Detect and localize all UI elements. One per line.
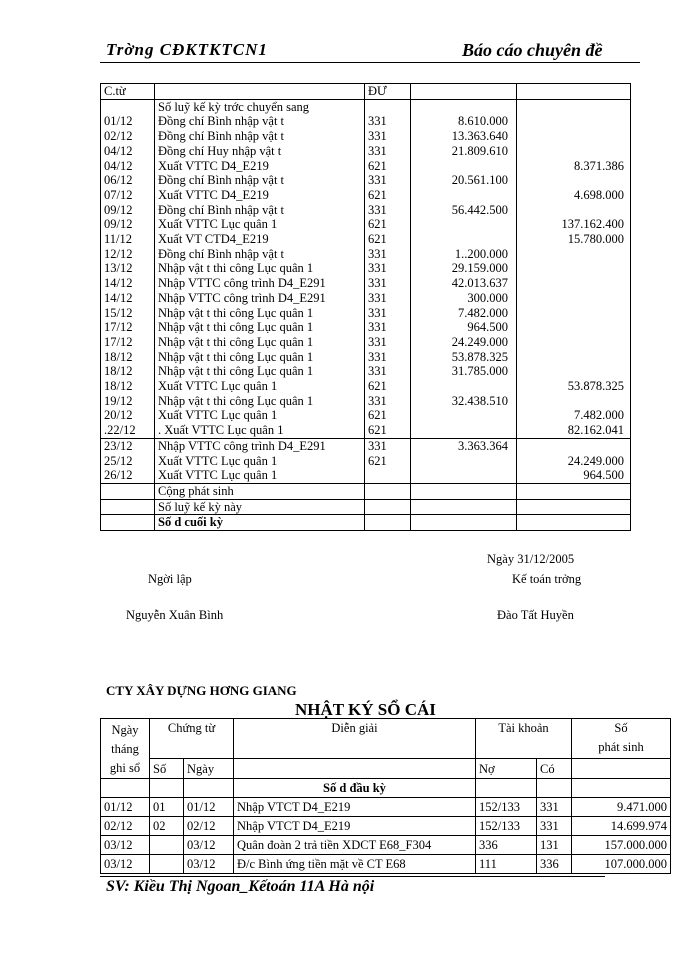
ledger-account: 331	[365, 394, 411, 409]
journal-ct-date: 03/12	[184, 836, 234, 855]
ledger-row	[101, 114, 631, 129]
header-school: Trờng CĐKTKTCN1	[106, 40, 268, 59]
ledger-credit	[517, 247, 631, 262]
journal-ct-no: 01	[150, 798, 184, 817]
ledger-desc: Xuất VTTC Lục quân 1	[155, 217, 365, 232]
journal-header-row	[101, 719, 671, 759]
ledger-row	[101, 468, 631, 483]
h-ngay-ct: Ngày	[184, 759, 234, 779]
h-tai-khoan: Tài khoản	[476, 719, 572, 759]
ledger-date: 09/12	[101, 203, 155, 218]
journal-date: 01/12	[101, 798, 150, 817]
ledger-account: 621	[365, 454, 411, 469]
ledger-row	[101, 159, 631, 174]
ledger-desc: Đồng chí Bình nhập vật t	[155, 203, 365, 218]
ledger-credit	[517, 394, 631, 409]
ledger-account: 621	[365, 408, 411, 423]
ledger-debit: 13.363.640	[411, 129, 517, 144]
ledger-credit	[517, 129, 631, 144]
opening-label: Số luỹ kế kỳ trớc chuyển sang	[155, 99, 365, 114]
ledger-cumulative-row-label: Số luỹ kế kỳ này	[155, 499, 365, 515]
ledger-debit	[411, 423, 517, 438]
ledger-account: 621	[365, 232, 411, 247]
ledger-row	[101, 335, 631, 350]
ledger-date: 13/12	[101, 261, 155, 276]
ledger-credit	[517, 306, 631, 321]
journal-desc: Nhập VTCT D4_E219	[234, 798, 476, 817]
h-chung-tu: Chứng từ	[150, 719, 234, 759]
journal-desc: Đ/c Bình ứng tiền mặt về CT E68	[234, 855, 476, 874]
journal-subheader-row	[101, 759, 671, 779]
company-name: CTY XÂY DỰNG HƠNG GIANG	[106, 683, 297, 698]
h-no: Nợ	[476, 759, 537, 779]
ledger-desc: Nhập vật t thi công Lục quân 1	[155, 335, 365, 350]
ledger-desc: Nhập VTTC công trình D4_E291	[155, 291, 365, 306]
ledger-credit	[517, 438, 631, 453]
ledger-account: 331	[365, 320, 411, 335]
ledger-credit: 7.482.000	[574, 408, 624, 423]
h-phat-sinh: phát sinh	[598, 740, 644, 754]
ledger-debit	[411, 408, 517, 423]
ledger-row	[101, 217, 631, 232]
ledger-account: 331	[365, 203, 411, 218]
ledger-row	[101, 261, 631, 276]
ledger-total-row	[101, 483, 631, 499]
ledger-date: 17/12	[101, 335, 155, 350]
ledger-debit: 20.561.100	[411, 173, 517, 188]
ledger-desc: Nhập vật t thi công Lục quân 1	[155, 350, 365, 365]
ledger-debit	[411, 468, 517, 483]
ledger-cumulative-row	[101, 499, 631, 515]
journal-credit-acc: 336	[537, 855, 572, 874]
ledger-row	[101, 232, 631, 247]
ledger-date: 25/12	[101, 454, 155, 469]
ledger-row	[101, 276, 631, 291]
ledger-row	[101, 394, 631, 409]
journal-table	[100, 718, 671, 874]
header-rule	[100, 62, 640, 63]
ledger-desc: Xuất VT CTD4_E219	[155, 232, 365, 247]
journal-amount: 9.471.000	[572, 798, 671, 817]
ledger-account: 331	[365, 114, 411, 129]
ledger-account: 621	[365, 423, 411, 438]
ledger-date: 09/12	[101, 217, 155, 232]
journal-credit-acc: 331	[537, 798, 572, 817]
ledger-credit	[517, 276, 631, 291]
ledger-desc: Xuất VTTC D4_E219	[155, 188, 365, 203]
ledger-account: 621	[365, 379, 411, 394]
ledger-account: 621	[365, 159, 411, 174]
ledger-desc: Nhập VTTC công trình D4_E291	[155, 276, 365, 291]
ledger-table	[100, 83, 631, 531]
ledger-debit: 24.249.000	[411, 335, 517, 350]
ledger-account: 331	[365, 247, 411, 262]
ledger-account: 331	[365, 438, 411, 453]
journal-ct-no	[150, 855, 184, 874]
ledger-desc: Nhập vật t thi công Lục quân 1	[155, 364, 365, 379]
ledger-debit: 1..200.000	[411, 247, 517, 262]
ledger-date: 04/12	[101, 144, 155, 159]
ledger-opening-row	[101, 99, 631, 114]
ledger-desc: Nhập vật t thi công Lục quân 1	[155, 306, 365, 321]
journal-date: 02/12	[101, 817, 150, 836]
h-ngay: Ngày	[111, 723, 139, 737]
ledger-date: 15/12	[101, 306, 155, 321]
header-report-title: Báo cáo chuyên đề	[462, 40, 603, 60]
ledger-date: 11/12	[101, 232, 155, 247]
ledger-desc: Xuất VTTC Lục quân 1	[155, 454, 365, 469]
ledger-row	[101, 129, 631, 144]
ledger-credit: 4.698.000	[574, 187, 624, 202]
footer-rule	[100, 876, 605, 877]
ledger-debit: 53.878.325	[411, 350, 517, 365]
journal-opening: Số d đầu kỳ	[234, 779, 476, 798]
journal-ct-date: 03/12	[184, 855, 234, 874]
ledger-date: 02/12	[101, 129, 155, 144]
journal-credit-acc: 131	[537, 836, 572, 855]
ledger-debit: 42.013.637	[411, 276, 517, 291]
ledger-row	[101, 454, 631, 469]
h-co: Có	[537, 759, 572, 779]
ledger-closing-row	[101, 515, 631, 531]
ledger-date: 18/12	[101, 379, 155, 394]
journal-amount: 107.000.000	[572, 855, 671, 874]
journal-debit-acc: 111	[476, 855, 537, 874]
ledger-credit: 15.780.000	[567, 232, 624, 247]
ledger-desc: Đồng chí Huy nhập vật t	[155, 144, 365, 159]
ledger-debit: 300.000	[411, 291, 517, 306]
ledger-debit: 32.438.510	[411, 394, 517, 409]
ledger-debit: 7.482.000	[411, 306, 517, 321]
ledger-debit: 8.610.000	[411, 114, 517, 129]
journal-opening-row	[101, 779, 671, 798]
ledger-debit	[411, 379, 517, 394]
ledger-row	[101, 144, 631, 159]
journal-debit-acc: 152/133	[476, 817, 537, 836]
ledger-debit: 29.159.000	[411, 261, 517, 276]
h-dien-giai: Diễn giải	[234, 719, 476, 759]
ledger-closing-row-label: Số d cuối kỳ	[155, 515, 365, 531]
col-chung-tu: C.từ	[101, 84, 155, 100]
journal-row	[101, 798, 671, 817]
ledger-date: 04/12	[101, 159, 155, 174]
ledger-debit	[411, 188, 517, 203]
ledger-account: 621	[365, 217, 411, 232]
ledger-desc: Xuất VTTC Lục quân 1	[155, 468, 365, 483]
col-doi-ung: ĐƯ	[365, 84, 411, 100]
ledger-credit	[517, 291, 631, 306]
preparer-name: Nguyễn Xuân Bình	[126, 608, 224, 622]
ledger-credit	[517, 144, 631, 159]
journal-ct-date: 02/12	[184, 817, 234, 836]
ledger-date: 12/12	[101, 247, 155, 262]
journal-date: 03/12	[101, 855, 150, 874]
ledger-desc: Nhập vật t thi công Lục quân 1	[155, 320, 365, 335]
journal-row	[101, 855, 671, 874]
ledger-date: 17/12	[101, 320, 155, 335]
ledger-row	[101, 364, 631, 379]
ledger-desc: Xuất VTTC D4_E219	[155, 159, 365, 174]
ledger-row	[101, 350, 631, 365]
ledger-desc: Xuất VTTC Lục quân 1	[155, 408, 365, 423]
journal-credit-acc: 331	[537, 817, 572, 836]
journal-date: 03/12	[101, 836, 150, 855]
h-ghi-so: ghi sổ	[109, 761, 141, 775]
ledger-account: 331	[365, 291, 411, 306]
ledger-credit: 137.162.400	[561, 217, 624, 232]
ledger-date: 07/12	[101, 188, 155, 203]
signature-date: Ngày 31/12/2005	[487, 552, 575, 566]
ledger-account	[365, 468, 411, 483]
ledger-account: 331	[365, 276, 411, 291]
ledger-date: .22/12	[101, 423, 155, 438]
ledger-row	[101, 320, 631, 335]
journal-title: NHẬT KÝ SỔ CÁI	[295, 700, 436, 719]
ledger-credit	[517, 203, 631, 218]
ledger-desc: Đồng chí Bình nhập vật t	[155, 247, 365, 262]
accountant-name: Đào Tất Huyền	[497, 608, 574, 622]
ledger-header-row	[101, 84, 631, 100]
ledger-credit	[517, 261, 631, 276]
ledger-row	[101, 203, 631, 218]
ledger-account: 331	[365, 306, 411, 321]
ledger-account: 331	[365, 364, 411, 379]
journal-amount: 14.699.974	[572, 817, 671, 836]
ledger-credit	[517, 173, 631, 188]
ledger-desc: Nhập VTTC công trình D4_E291	[155, 438, 365, 453]
ledger-account: 331	[365, 173, 411, 188]
ledger-debit: 964.500	[411, 320, 517, 335]
ledger-credit: 24.249.000	[567, 453, 624, 468]
accountant-title: Kế toán trởng	[512, 572, 582, 586]
journal-amount: 157.000.000	[572, 836, 671, 855]
ledger-desc: Xuất VTTC Lục quân 1	[155, 379, 365, 394]
ledger-date: 14/12	[101, 276, 155, 291]
ledger-date: 19/12	[101, 394, 155, 409]
ledger-debit	[411, 217, 517, 232]
ledger-desc: Đồng chí Bình nhập vật t	[155, 173, 365, 188]
ledger-date: 18/12	[101, 350, 155, 365]
ledger-debit	[411, 454, 517, 469]
ledger-row	[101, 306, 631, 321]
ledger-debit: 21.809.610	[411, 144, 517, 159]
ledger-date: 20/12	[101, 408, 155, 423]
ledger-credit: 53.878.325	[567, 379, 624, 394]
journal-desc: Nhập VTCT D4_E219	[234, 817, 476, 836]
ledger-desc: Đồng chí Bình nhập vật t	[155, 129, 365, 144]
ledger-row	[101, 423, 631, 438]
ledger-date: 06/12	[101, 173, 155, 188]
ledger-debit: 3.363.364	[411, 438, 517, 453]
ledger-account: 331	[365, 261, 411, 276]
ledger-credit	[517, 320, 631, 335]
ledger-debit	[411, 159, 517, 174]
ledger-credit: 964.500	[583, 468, 624, 483]
journal-row	[101, 817, 671, 836]
ledger-credit: 82.162.041	[567, 423, 624, 438]
journal-row	[101, 836, 671, 855]
ledger-row	[101, 188, 631, 203]
h-so-ct: Số	[150, 759, 184, 779]
ledger-row	[101, 291, 631, 306]
ledger-credit: 8.371.386	[574, 158, 624, 173]
ledger-debit: 56.442.500	[411, 203, 517, 218]
ledger-row	[101, 438, 631, 453]
journal-debit-acc: 152/133	[476, 798, 537, 817]
ledger-total-row-label: Cộng phát sinh	[155, 483, 365, 499]
ledger-desc: Nhập vật t thi công Lục quân 1	[155, 394, 365, 409]
ledger-desc: Đồng chí Bình nhập vật t	[155, 114, 365, 129]
ledger-credit	[517, 114, 631, 129]
ledger-account: 331	[365, 144, 411, 159]
ledger-row	[101, 408, 631, 423]
h-so: Số	[614, 721, 628, 735]
ledger-desc: . Xuất VTTC Lục quân 1	[155, 423, 365, 438]
ledger-debit: 31.785.000	[411, 364, 517, 379]
ledger-credit	[517, 364, 631, 379]
ledger-date: 26/12	[101, 468, 155, 483]
ledger-debit	[411, 232, 517, 247]
ledger-date: 18/12	[101, 364, 155, 379]
journal-ct-date: 01/12	[184, 798, 234, 817]
ledger-account: 331	[365, 350, 411, 365]
ledger-account: 621	[365, 188, 411, 203]
preparer-title: Ngời lập	[148, 572, 192, 586]
ledger-credit	[517, 350, 631, 365]
ledger-account: 331	[365, 129, 411, 144]
ledger-row	[101, 379, 631, 394]
journal-ct-no: 02	[150, 817, 184, 836]
footer-student: SV: Kiều Thị Ngoan_Kếtoán 11A Hà nội	[106, 878, 375, 895]
ledger-date: 01/12	[101, 114, 155, 129]
ledger-date: 14/12	[101, 291, 155, 306]
ledger-credit	[517, 335, 631, 350]
h-thang: tháng	[111, 742, 139, 756]
ledger-desc: Nhập vật t thi công Lục quân 1	[155, 261, 365, 276]
journal-desc: Quân đoàn 2 trả tiền XDCT E68_F304	[234, 836, 476, 855]
ledger-account: 331	[365, 335, 411, 350]
journal-debit-acc: 336	[476, 836, 537, 855]
ledger-date: 23/12	[101, 438, 155, 453]
ledger-row	[101, 247, 631, 262]
journal-ct-no	[150, 836, 184, 855]
ledger-row	[101, 173, 631, 188]
